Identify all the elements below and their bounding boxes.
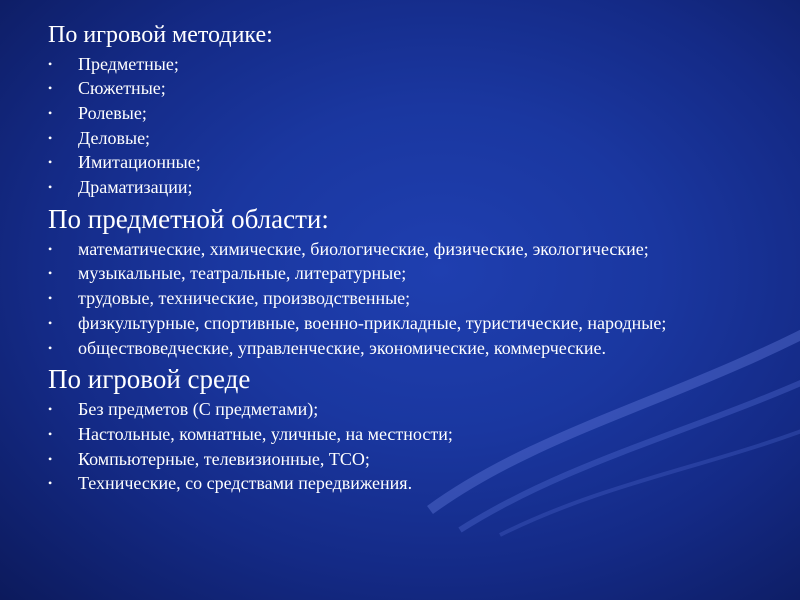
bullet-icon: • xyxy=(48,291,53,306)
bullet-icon: • xyxy=(48,155,53,170)
section-heading-subject-area: По предметной области: xyxy=(48,203,329,234)
list-item xyxy=(48,473,748,494)
bullet-icon: • xyxy=(48,241,53,256)
list-item xyxy=(48,313,748,334)
bullet-icon: • xyxy=(48,130,53,145)
slide-content xyxy=(48,18,748,498)
bullet-icon: • xyxy=(48,315,53,330)
list-item-text: Настольные, комнатные, уличные, на местности; xyxy=(78,423,453,444)
list-item xyxy=(48,449,748,470)
bullet-icon: • xyxy=(48,81,53,96)
list-item-text: Предметные; xyxy=(78,53,179,74)
list-item-text: Деловые; xyxy=(78,127,151,148)
subject-area-list xyxy=(48,239,748,358)
list-item-text: математические, химические, биологические, физические, экологические; xyxy=(78,238,649,259)
bullet-icon: • xyxy=(48,105,53,120)
list-item xyxy=(48,239,748,260)
list-item-text: физкультурные, спортивные, военно-прикладные, туристические, народные; xyxy=(78,312,667,333)
list-item xyxy=(48,103,748,124)
list-item-text: трудовые, технические, производственные; xyxy=(78,288,411,309)
bullet-icon: • xyxy=(48,426,53,441)
list-item xyxy=(48,177,748,198)
list-item xyxy=(48,128,748,149)
bullet-icon: • xyxy=(48,340,53,355)
bullet-icon: • xyxy=(48,476,53,491)
list-item xyxy=(48,338,748,359)
list-item-text: музыкальные, театральные, литературные; xyxy=(78,263,407,284)
list-item xyxy=(48,424,748,445)
section-heading-game-environment: По игровой среде xyxy=(48,364,251,395)
list-item xyxy=(48,263,748,284)
list-item xyxy=(48,54,748,75)
list-item-text: Драматизации; xyxy=(78,177,193,198)
list-item-text: Без предметов (С предметами); xyxy=(78,399,319,420)
list-item xyxy=(48,78,748,99)
list-item xyxy=(48,288,748,309)
bullet-icon: • xyxy=(48,180,53,195)
list-item-text: Имитационные; xyxy=(78,152,201,173)
list-item-text: Сюжетные; xyxy=(78,78,166,99)
list-item-text: Компьютерные, телевизионные, ТСО; xyxy=(78,448,370,469)
bullet-icon: • xyxy=(48,451,53,466)
list-item-text: Технические, со средствами передвижения. xyxy=(78,473,413,494)
list-item-text: Ролевые; xyxy=(78,102,147,123)
section-heading-game-method: По игровой методике: xyxy=(48,22,273,48)
list-item xyxy=(48,152,748,173)
bullet-icon: • xyxy=(48,402,53,417)
game-method-list xyxy=(48,54,748,198)
list-item-text: обществоведческие, управленческие, экономические, коммерческие. xyxy=(78,337,607,358)
bullet-icon: • xyxy=(48,266,53,281)
list-item xyxy=(48,399,748,420)
bullet-icon: • xyxy=(48,56,53,71)
game-environment-list xyxy=(48,399,748,494)
